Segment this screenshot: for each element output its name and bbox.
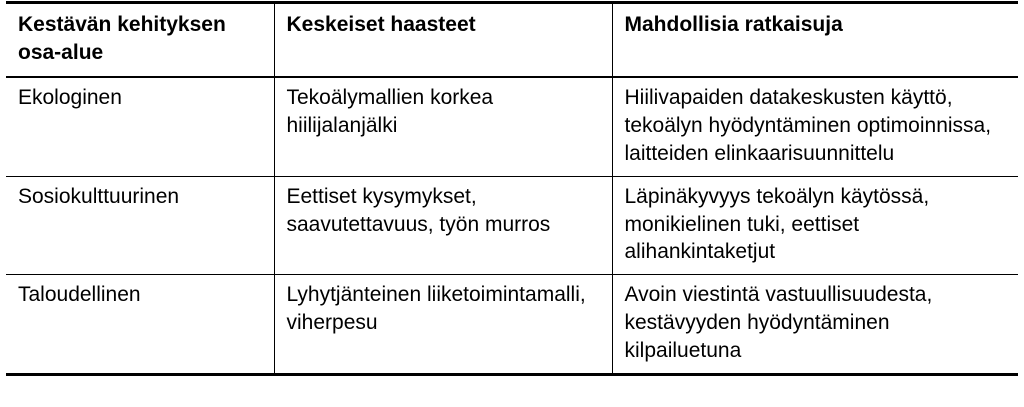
cell-text-solutions: Avoin viestintä vastuullisuudesta, kestävyyden hyödyntäminen kilpailuetuna (624, 283, 933, 363)
cell-challenges (274, 176, 612, 275)
cell-text-area: Sosiokulttuurinen (18, 184, 180, 208)
cell-solutions (612, 275, 1018, 375)
table-row (6, 275, 1018, 375)
cell-text-solutions: Hiilivapaiden datakeskusten käyttö, tekoälyn hyödyntäminen optimoinnissa, laitteiden elinkaarisuunnittelu (624, 85, 992, 165)
table-header (6, 3, 1018, 77)
table-row (6, 176, 1018, 275)
column-header-area: Kestävän kehityksen osa-alue (6, 3, 274, 77)
column-header-challenges: Keskeiset haasteet (274, 3, 612, 77)
table-header-row (6, 3, 1018, 77)
cell-challenges (274, 77, 612, 176)
table-row (6, 77, 1018, 176)
cell-area (6, 77, 274, 176)
cell-text-area: Ekologinen (18, 85, 122, 109)
cell-area (6, 275, 274, 375)
cell-text-area: Taloudellinen (18, 283, 141, 307)
cell-solutions (612, 176, 1018, 275)
sustainability-matrix-table (6, 1, 1018, 376)
cell-text-challenges: Eettiset kysymykset, saavutettavuus, työn murros (286, 184, 551, 236)
cell-solutions (612, 77, 1018, 176)
table-body (6, 77, 1018, 375)
cell-area (6, 176, 274, 275)
cell-text-challenges: Tekoälymallien korkea hiilijalanjälki (286, 85, 494, 137)
cell-text-challenges: Lyhytjänteinen liiketoimintamalli, viherpesu (286, 283, 586, 335)
document-page (0, 1, 1024, 407)
cell-text-solutions: Läpinäkyvyys tekoälyn käytössä, monikielinen tuki, eettiset alihankintaketjut (624, 184, 930, 264)
cell-challenges (274, 275, 612, 375)
column-header-solutions: Mahdollisia ratkaisuja (612, 3, 1018, 77)
